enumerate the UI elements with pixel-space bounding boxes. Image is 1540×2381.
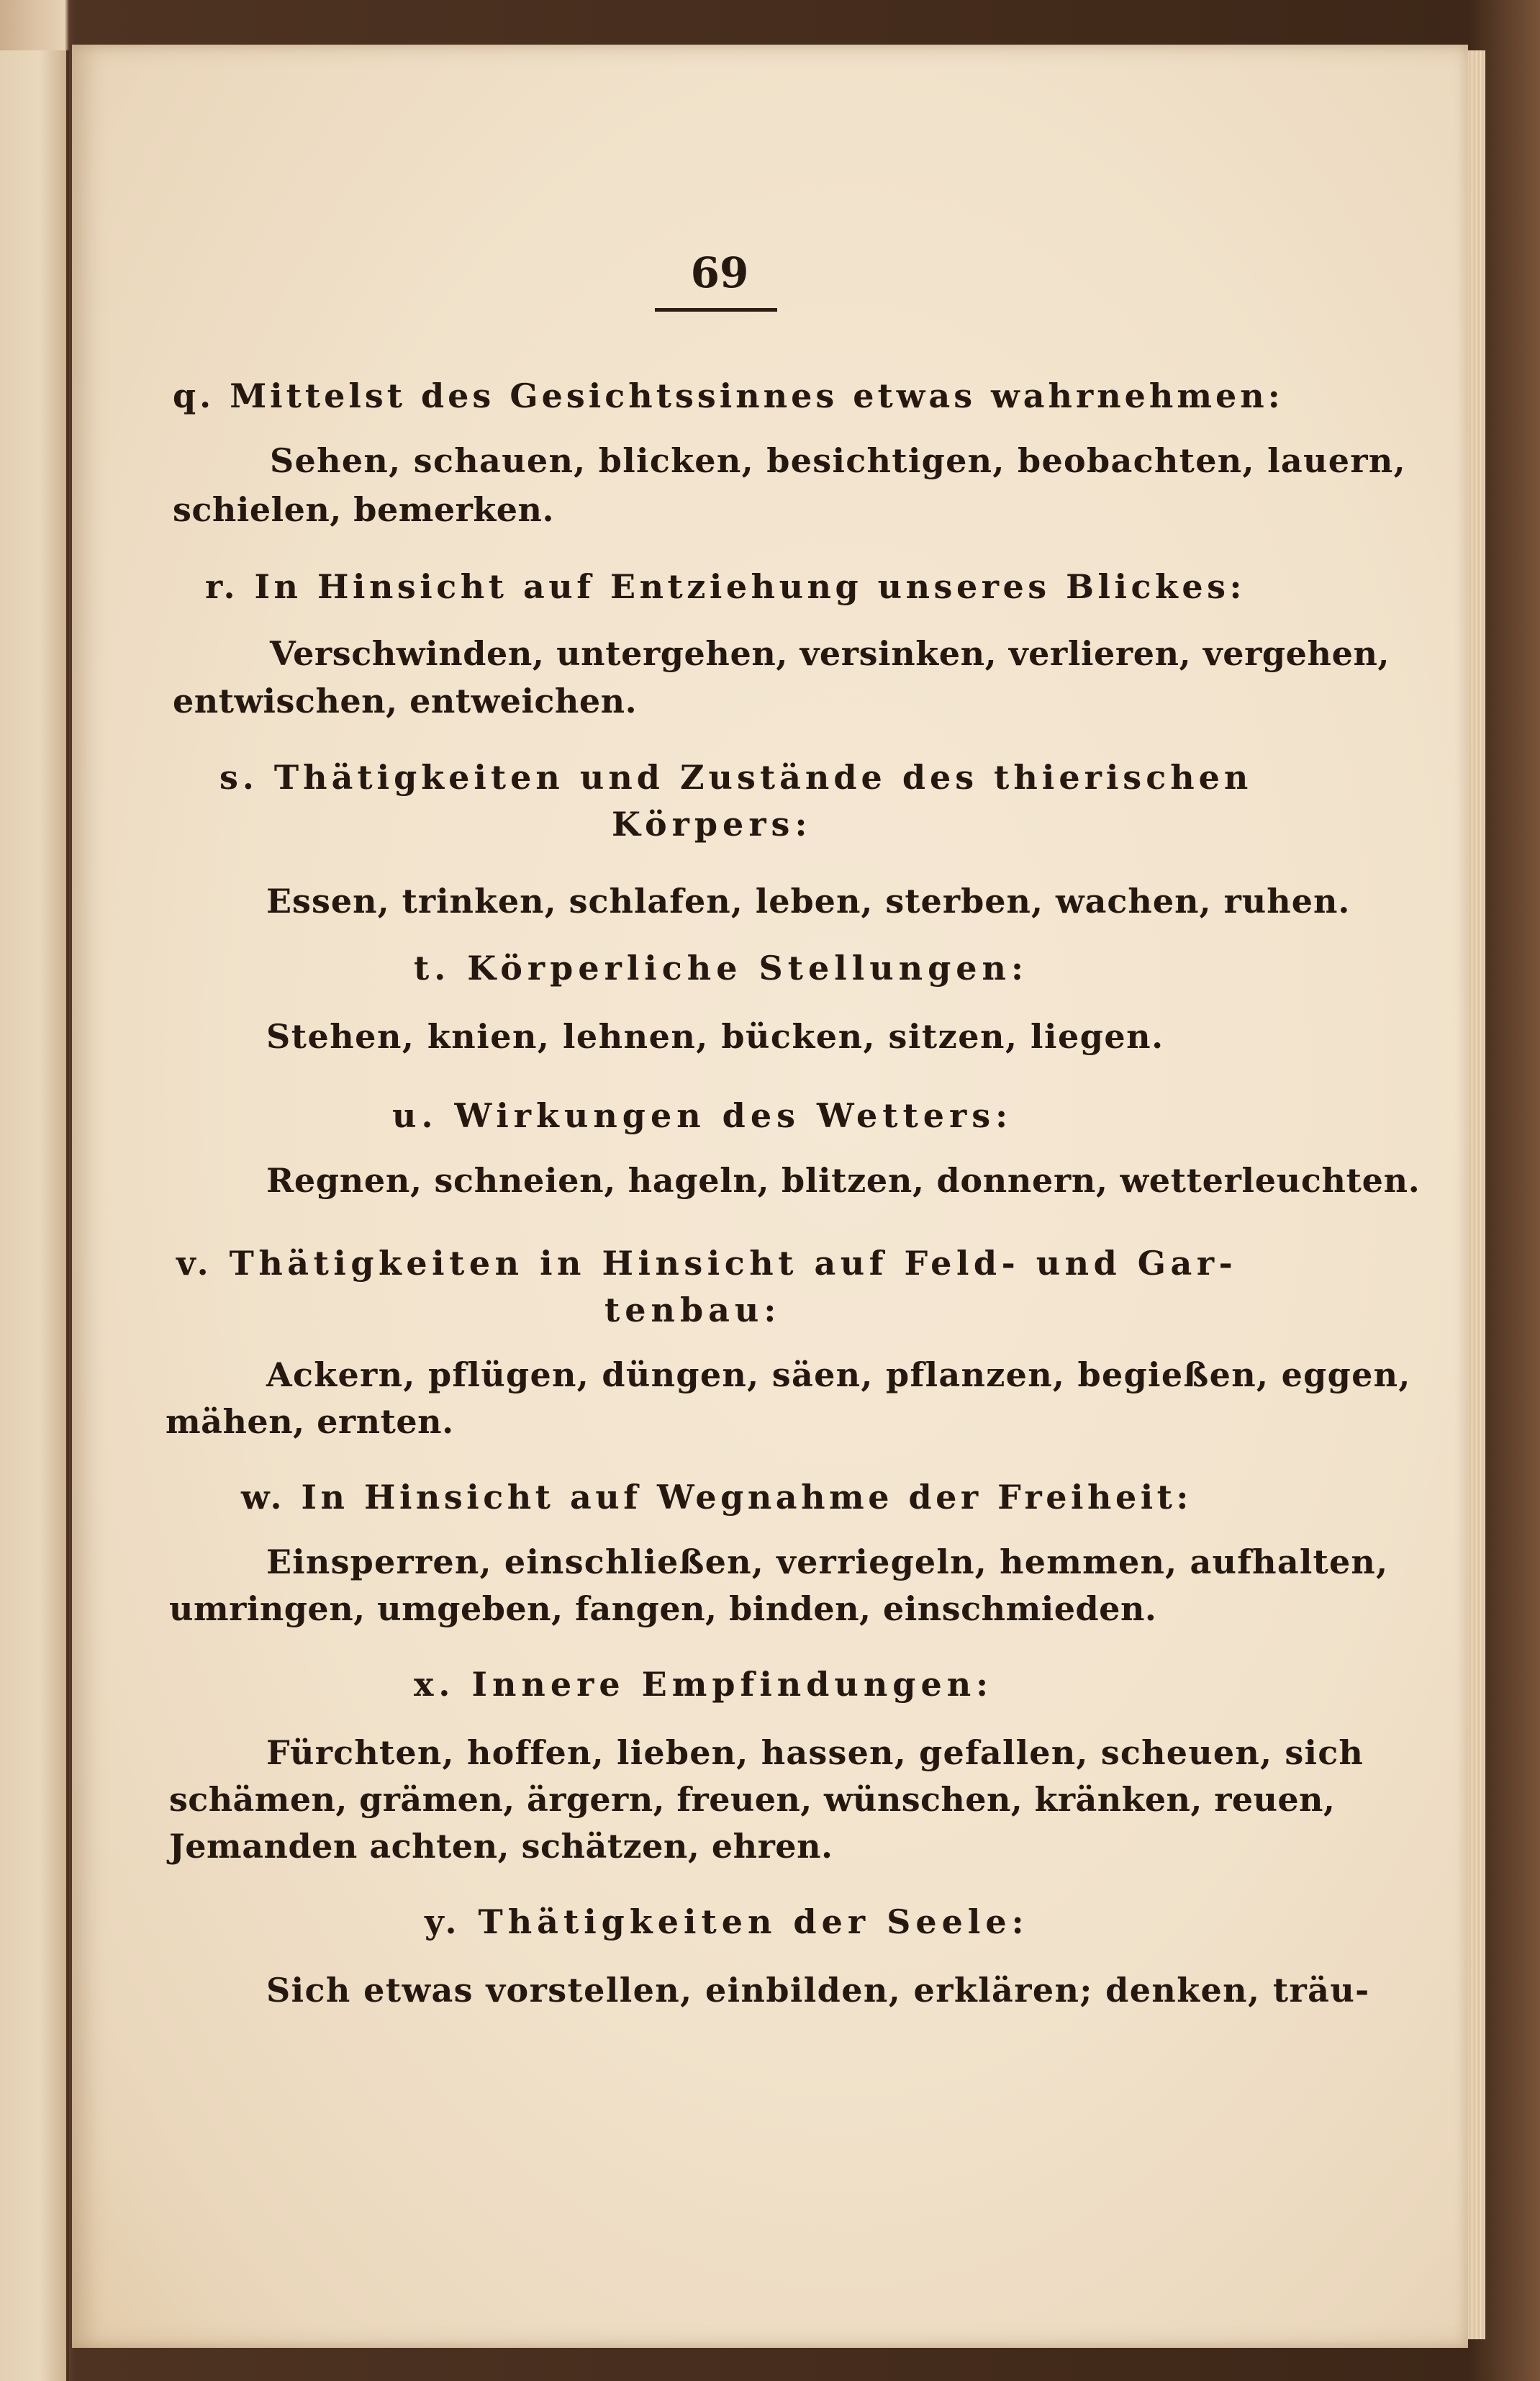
section-s-line-1: Essen, trinken, schlafen, leben, sterben, wachen, ruhen. [266,882,1351,921]
section-y-heading: y. Thätigkeiten der Seele: [425,1902,1029,1941]
section-w-heading: w. In Hinsicht auf Wegnahme der Freiheit: [241,1478,1192,1517]
section-x-heading: x. Innere Empfindungen: [414,1665,994,1704]
section-r-heading: r. In Hinsicht auf Entziehung unseres Blickes: [205,567,1246,606]
page-number-rule [655,308,777,312]
section-t-line-1: Stehen, knien, lehnen, bücken, sitzen, liegen. [266,1017,1164,1056]
section-s-heading-line-1: s. Thätigkeiten und Zustände des thierischen [219,758,1253,797]
page-number: 69 [690,248,749,297]
section-v-heading-line-1: v. Thätigkeiten in Hinsicht auf Feld- und Gar- [176,1244,1238,1283]
section-q-line-2: schielen, bemerken. [173,490,555,529]
section-v-line-1: Ackern, pflügen, düngen, säen, pflanzen, begießen, eggen, [266,1355,1411,1394]
section-t-heading: t. Körperliche Stellungen: [414,949,1028,988]
section-w-line-2: umringen, umgeben, fangen, binden, einschmieden. [169,1589,1157,1628]
section-v-heading-line-2: tenbau: [604,1291,782,1329]
section-x-line-1: Fürchten, hoffen, lieben, hassen, gefallen, scheuen, sich [266,1733,1364,1772]
section-u-heading: u. Wirkungen des Wetters: [392,1096,1013,1135]
section-q-line-1: Sehen, schauen, blicken, besichtigen, beobachten, lauern, [270,441,1406,480]
section-u-line-1: Regnen, schneien, hageln, blitzen, donnern, wetterleuchten. [266,1161,1421,1200]
section-x-line-2: schämen, grämen, ärgern, freuen, wünschen, kränken, reuen, [169,1780,1336,1819]
page-edges [1468,50,1485,2339]
section-v-line-2: mähen, ernten. [166,1402,454,1441]
section-x-line-3: Jemanden achten, schätzen, ehren. [169,1827,833,1866]
section-q-heading: q. Mittelst des Gesichtssinnes etwas wahrnehmen: [173,376,1284,415]
section-r-line-1: Verschwinden, untergehen, versinken, verlieren, vergehen, [270,634,1390,673]
section-s-heading-line-2: Körpers: [612,805,812,844]
section-w-line-1: Einsperren, einschließen, verriegeln, hemmen, aufhalten, [266,1542,1389,1581]
previous-page-edge [0,50,69,2381]
section-y-line-1: Sich etwas vorstellen, einbilden, erklären; denken, träu- [266,1971,1370,2010]
section-r-line-2: entwischen, entweichen. [173,682,638,720]
